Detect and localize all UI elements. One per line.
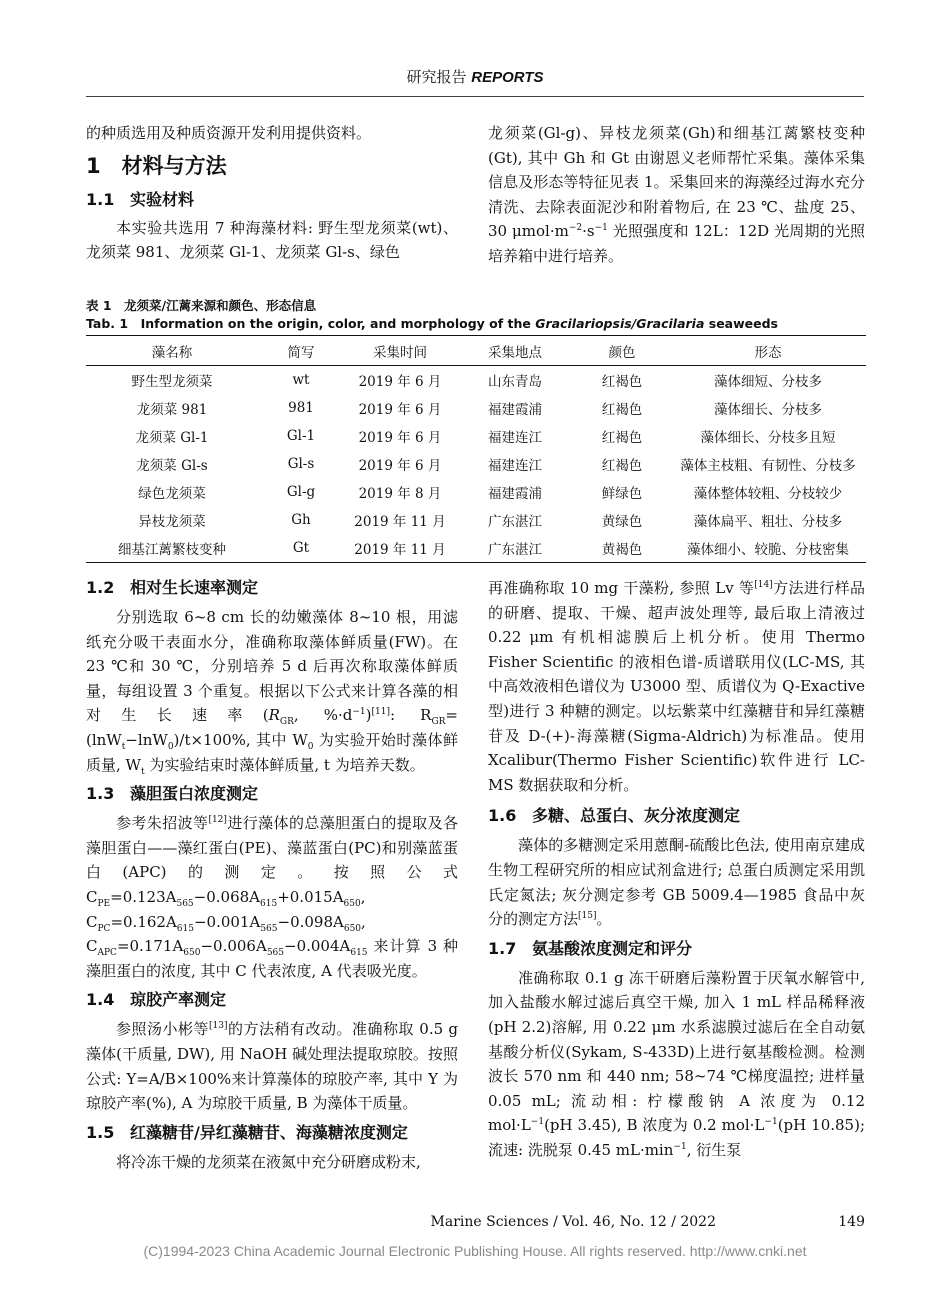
intro-tail: 的种质选用及种质资源开发利用提供资料。 bbox=[86, 124, 372, 142]
table-cell: 藻体细小、较脆、分枝密集 bbox=[670, 534, 866, 563]
table-cell: wt bbox=[292, 372, 310, 388]
table-cell: Gl-s bbox=[287, 456, 315, 472]
table-row bbox=[86, 450, 866, 478]
paragraph-1-1: 本实验共选用 7 种海藻材料: 野生型龙须菜(wt)、龙须菜 981、龙须菜 Gl-1、龙须菜 Gl-s、绿色 bbox=[86, 218, 458, 262]
section-1-4-heading bbox=[86, 988, 458, 1017]
table-cell: 绿色龙须菜 bbox=[138, 486, 206, 502]
section-number: 1.1 bbox=[86, 189, 115, 209]
table-row bbox=[86, 506, 866, 534]
table-cell: 红褐色 bbox=[601, 458, 643, 474]
section-number: 1.6 bbox=[488, 806, 517, 826]
table-cell: 细基江蓠繁枝变种 bbox=[86, 534, 258, 563]
section-number: 1.3 bbox=[86, 784, 115, 804]
section-number: 1.4 bbox=[86, 990, 115, 1010]
running-header bbox=[0, 66, 950, 87]
table-body bbox=[86, 366, 866, 563]
section-number: 1.2 bbox=[86, 578, 115, 597]
table-cell: 异枝龙须菜 bbox=[138, 514, 206, 530]
table-cell: 福建连江 bbox=[488, 430, 542, 446]
table-cell: 2019 年 6 月 bbox=[358, 458, 442, 474]
column-header: 采集时间 bbox=[344, 336, 456, 366]
section-title: 琼胶产率测定 bbox=[130, 990, 227, 1010]
section-title: 实验材料 bbox=[130, 189, 195, 209]
page-number: 149 bbox=[838, 1214, 865, 1230]
column-header: 颜色 bbox=[574, 336, 670, 366]
table-cell: 野生型龙须菜 bbox=[131, 374, 213, 390]
section-1-5-heading bbox=[86, 1121, 458, 1150]
table-cell: 广东湛江 bbox=[488, 514, 542, 530]
section-number: 1.7 bbox=[488, 938, 517, 958]
table-cell: 藻体细长、分枝多且短 bbox=[700, 430, 836, 446]
table-cell: Gt bbox=[258, 534, 344, 563]
section-title: 氨基酸浓度测定和评分 bbox=[532, 938, 693, 958]
table-row bbox=[86, 394, 866, 422]
table-cell: 藻体扁平、粗壮、分枝多 bbox=[693, 514, 843, 530]
table-cell: 藻体细长、分枝多 bbox=[714, 402, 822, 418]
column-header: 藻名称 bbox=[86, 336, 258, 366]
paragraph-1-4: 参照汤小彬等[13]的方法稍有改动。准确称取 0.5 g 藻体(干质量, DW), 用 NaOH 碱处理法提取琼胶。按照公式: Y=A/B×100%来计算藻体的琼胶产率, 其中 Y 为琼胶产率(%), A 为琼胶干质量, B 为藻体干质量。 bbox=[86, 1020, 458, 1113]
table-caption-en: Tab. 1 Information on the origin, color, and morphology of the Gracilariopsis/Gracilaria seaweeds bbox=[86, 316, 779, 331]
section-1-heading: 1 材料与方法 bbox=[86, 153, 227, 178]
table-header-row bbox=[86, 336, 866, 366]
paragraph-1-3: 参考朱招波等[12]进行藻体的总藻胆蛋白的提取及各藻胆蛋白——藻红蛋白(PE)、藻蓝蛋白(PC)和别藻蓝蛋白(APC)的测定。按照公式 $C_{PE}=0.123A_{565}-0.068A_{615}+0.015A_{650}$, $C_{PC}=0.162A_{615}-0.001A_{565}-0.098A_{650}$, $C_{APC}=0.171A_{650}-0.006A_{565}-0.004A_{615}$ 来计算 3 种藻胆蛋白的浓度, 其中 C 代表浓度, A 代表吸光度。 bbox=[86, 814, 458, 980]
column-header: 采集地点 bbox=[456, 336, 574, 366]
table-cell: 藻体整体较粗、分枝较少 bbox=[693, 486, 843, 502]
table-cell: 2019 年 8 月 bbox=[358, 486, 442, 502]
upper-left-column bbox=[86, 121, 458, 265]
section-title: 藻胆蛋白浓度测定 bbox=[130, 784, 259, 804]
table-cell: 鲜绿色 bbox=[601, 486, 643, 502]
table-cell: Gl-1 bbox=[286, 428, 316, 444]
table-cell: 2019 年 11 月 bbox=[354, 514, 446, 530]
header-title: 研究报告 bbox=[406, 68, 467, 86]
paragraph-1-7: 准确称取 0.1 g 冻干研磨后藻粉置于厌氧水解管中, 加入盐酸水解过滤后真空干燥, 加入 1 mL 样品稀释液(pH 2.2)溶解, 用 0.22 μm 水系滤膜过滤后在全自动氨基酸分析仪(Sykam, S-433D)上进行氨基酸检测。检测波长 570 nm 和 440 nm; 58~74 ℃梯度温控; 进样量 0.05 mL; 流动相: 柠檬酸钠 A 浓度为 0.12 $mol\cdot L^{-1}(pH$ 3.45), B 浓度为 0.2 $mol\cdot L^{-1}(pH$ 10.85); 流速: 洗脱泵 0.45 $mL\cdot\min^{-1}$, 衍生泵 bbox=[488, 968, 865, 1159]
table-cell: 福建霞浦 bbox=[488, 402, 542, 418]
header-rule bbox=[86, 96, 864, 97]
paragraph-1-6: 藻体的多糖测定采用蒽酮-硫酸比色法, 使用南京建成生物工程研究所的相应试剂盒进行; 总蛋白质测定采用凯氏定氮法; 灰分测定参考 GB 5009.4—1985 食品中灰分的测定方法[15]。 bbox=[488, 836, 865, 929]
table-cell: 藻体细短、分枝多 bbox=[714, 374, 822, 390]
copyright-line: (C)1994-2023 China Academic Journal Electronic Publishing House. All rights reserved. http://www.cnki.net bbox=[143, 1243, 807, 1259]
table-cell: 981 bbox=[288, 400, 314, 416]
table-cell: 山东青岛 bbox=[488, 374, 542, 390]
table-cell: 2019 年 11 月 bbox=[344, 534, 456, 563]
table-row bbox=[86, 366, 866, 395]
table-cell: 红褐色 bbox=[601, 374, 643, 390]
paragraph-1-5-cont: 再准确称取 10 mg 干藻粉, 参照 Lv 等[14]方法进行样品的研磨、提取、干燥、超声波处理等, 最后取上清液过 0.22 μm 有机相滤膜后上机分析。使用 Thermo Fisher Scientific 的液相色谱-质谱联用仪(LC-MS, 其中高效液相色谱仪为 U3000 型、质谱仪为 Q-Exactive 型)进行 3 种糖的测定。以坛紫菜中红藻糖苷和异红藻糖苷及 D-(+)-海藻糖(Sigma-Aldrich)为标准品。使用 Xcalibur(Thermo Fisher Scientific)软件进行 LC-MS 数据获取和分析。 bbox=[488, 579, 865, 794]
section-1-6-heading bbox=[488, 804, 865, 833]
table-cell: 福建霞浦 bbox=[488, 486, 542, 502]
table-row bbox=[86, 478, 866, 506]
table-cell: 黄褐色 bbox=[574, 534, 670, 563]
table-cell: 藻体主枝粗、有韧性、分枝多 bbox=[680, 458, 856, 474]
journal-info: Marine Sciences / Vol. 46, No. 12 / 2022 bbox=[430, 1214, 716, 1230]
section-title: 相对生长速率测定 bbox=[130, 578, 259, 597]
table-cell: 红褐色 bbox=[601, 430, 643, 446]
table-row bbox=[86, 422, 866, 450]
table-cell: 龙须菜 Gl-1 bbox=[135, 430, 209, 446]
table-cell: Gh bbox=[291, 512, 311, 528]
paragraph-1-1-cont: 龙须菜(Gl-g)、异枝龙须菜(Gh)和细基江蓠繁枝变种(Gt), 其中 Gh 和 Gt 由谢恩义老师帮忙采集。藻体采集信息及形态等特征见表 1。采集回来的海藻经过海水充分清洗、去除表面泥沙和附着物后, 在 23 ℃、盐度 25、30 $\mu mol\cdot m^{-2}\cdot s^{-1}$ 光照强度和 12L：12D 光周期的光照培养箱中进行培养。 bbox=[488, 124, 865, 265]
section-1-2-heading bbox=[86, 576, 458, 605]
section-1-3-heading bbox=[86, 782, 458, 811]
table-cell: 福建连江 bbox=[488, 458, 542, 474]
section-1-1-heading bbox=[86, 188, 458, 216]
table-caption-cn: 表 1 龙须菜/江蓠来源和颜色、形态信息 bbox=[86, 298, 317, 313]
table-cell: 红褐色 bbox=[601, 402, 643, 418]
paragraph-1-5: 将冷冻干燥的龙须菜在液氮中充分研磨成粉末, bbox=[116, 1152, 421, 1171]
lower-left-column bbox=[86, 576, 458, 1174]
lower-right-column bbox=[488, 576, 865, 1162]
table-cell: 2019 年 6 月 bbox=[358, 402, 442, 418]
paragraph-1-2: 分别选取 6~8 cm 长的幼嫩藻体 8~10 根，用滤纸充分吸干表面水分，准确称取藻体鲜质量(FW)。在 23 ℃和 30 ℃，分别培养 5 d 后再次称取藻体鲜质量，每组设置 3 个重复。根据以下公式来计算各藻的相对生长速率($R_{GR}$, $\%\cdot d^{-1})[11]$: $R_{GR}=(\ln W_t-\ln W_0)/t\times 100\%$, 其中 $W_0$ 为实验开始时藻体鲜质量, $W_t$ 为实验结束时藻体鲜质量, t 为培养天数。 bbox=[86, 608, 458, 777]
table-cell: 广东湛江 bbox=[456, 534, 574, 563]
section-title: 多糖、总蛋白、灰分浓度测定 bbox=[532, 806, 741, 826]
table-row bbox=[86, 534, 866, 563]
table-cell: 2019 年 6 月 bbox=[358, 374, 442, 390]
column-header: 形态 bbox=[670, 336, 866, 366]
upper-right-column bbox=[488, 121, 865, 269]
column-header: 简写 bbox=[258, 336, 344, 366]
section-number: 1.5 bbox=[86, 1122, 115, 1142]
table-cell: 龙须菜 981 bbox=[136, 402, 208, 418]
header-reports: REPORTS bbox=[471, 69, 544, 86]
seaweed-info-table bbox=[86, 335, 866, 563]
table-cell: 黄绿色 bbox=[601, 514, 643, 530]
section-title: 红藻糖苷/异红藻糖苷、海藻糖浓度测定 bbox=[130, 1122, 408, 1142]
table-cell: 龙须菜 Gl-s bbox=[136, 458, 208, 474]
table-cell: Gl-g bbox=[286, 484, 316, 500]
section-1-7-heading bbox=[488, 937, 865, 966]
table-cell: 2019 年 6 月 bbox=[358, 430, 442, 446]
